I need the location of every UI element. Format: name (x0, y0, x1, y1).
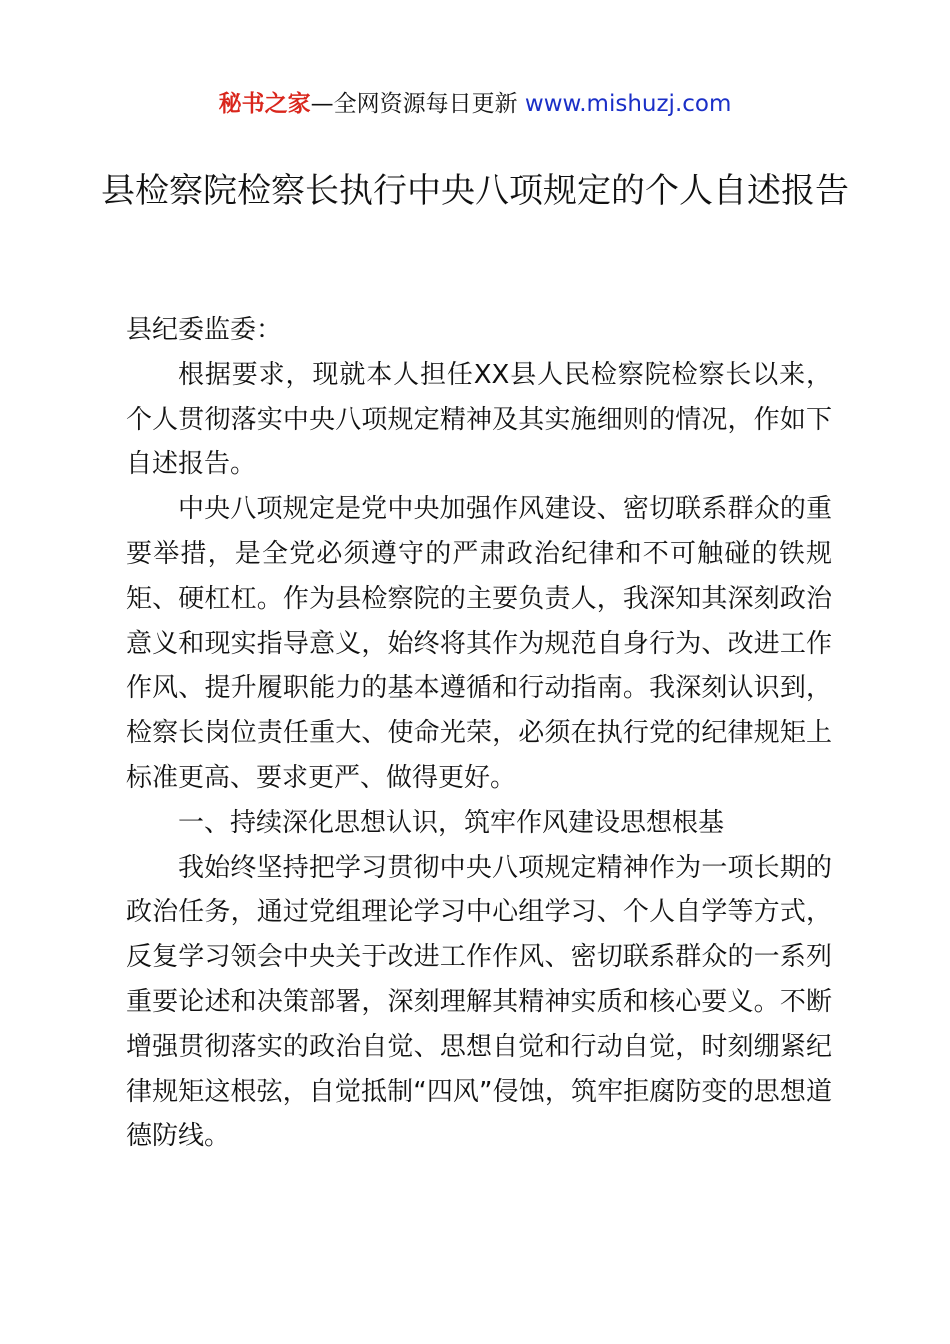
paragraph-intro: 根据要求，现就本人担任XX县人民检察院检察长以来，个人贯彻落实中央八项规定精神及其实施细则的情况，作如下自述报告。 (126, 359, 832, 480)
salutation: 县纪委监委： (126, 315, 283, 345)
site-url-link[interactable]: www.mishuzj.com (524, 91, 732, 117)
header-slogan: 全网资源每日更新 (333, 91, 525, 117)
brand-name: 秘书之家 (218, 91, 311, 117)
header-dash: — (310, 91, 334, 117)
paragraph-section-1: 我始终坚持把学习贯彻中央八项规定精神作为一项长期的政治任务，通过党组理论学习中心组学习、个人自学等方式，反复学习领会中央关于改进工作作风、密切联系群众的一系列重要论述和决策部署，深刻理解其精神实质和核心要义。不断增强贯彻落实的政治自觉、思想自觉和行动自觉，时刻绷紧纪律规矩这根弦，自觉抵制“四风”侵蚀，筑牢拒腐防变的思想道德防线。 (126, 852, 832, 1152)
section-heading-1: 一、持续深化思想认识，筑牢作风建设思想根基 (178, 807, 725, 838)
document-body (126, 308, 832, 1159)
document-title: 县检察院检察长执行中央八项规定的个人自述报告 (101, 171, 849, 211)
paragraph-significance: 中央八项规定是党中央加强作风建设、密切联系群众的重要举措，是全党必须遵守的严肃政治纪律和不可触碰的铁规矩、硬杠杠。作为县检察院的主要负责人，我深知其深刻政治意义和现实指导意义，始终将其作为规范自身行为、改进工作作风、提升履职能力的基本遵循和行动指南。我深刻认识到，检察长岗位责任重大、使命光荣，必须在执行党的纪律规矩上标准更高、要求更严、做得更好。 (126, 494, 832, 793)
site-header (0, 86, 950, 122)
